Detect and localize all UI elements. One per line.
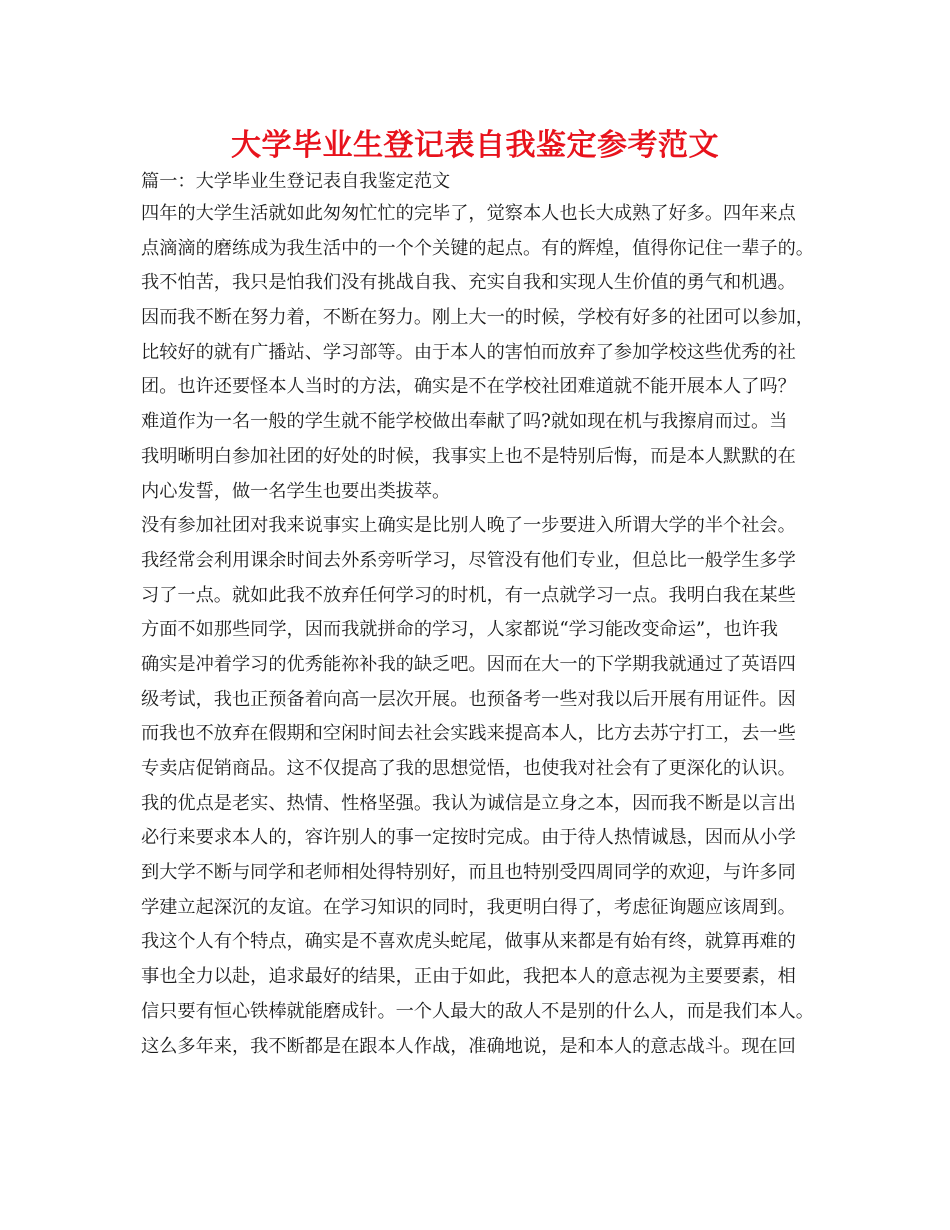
body-line: 这么多年来，我不断都是在跟本人作战，准确地说，是和本人的意志战斗。现在回 [141,1035,796,1057]
body-line: 难道作为一名一般的学生就不能学校做出奉献了吗?就如现在机与我擦肩而过。当 [141,411,788,433]
body-line: 内心发誓，做一名学生也要出类拔萃。 [141,480,451,502]
body-line: 专卖店促销商品。这不仅提高了我的思想觉悟，也使我对社会有了更深化的认识。 [141,758,796,779]
body-line: 信只要有恒心铁棒就能磨成针。一个人最大的敌人不是别的什么人，而是我们本人。 [141,1000,814,1022]
body-line: 学建立起深沉的友谊。在学习知识的同时，我更明白得了，考虑征询题应该周到。 [141,896,796,918]
body-line: 我不怕苦，我只是怕我们没有挑战自我、充实自我和实现人生价值的勇气和机遇。 [141,272,796,294]
document-title: 大学毕业生登记表自我鉴定参考范文 [231,128,719,163]
body-line: 事也全力以赴，追求最好的结果，正由于如此，我把本人的意志视为主要要素，相 [141,966,796,988]
body-line: 点滴滴的磨练成为我生活中的一个个关键的起点。有的辉煌，值得你记住一辈子的。 [141,237,814,259]
body-line: 没有参加社团对我来说事实上确实是比别人晚了一步要进入所谓大学的半个社会。 [141,515,796,537]
body-line: 我经常会利用课余时间去外系旁听学习，尽管没有他们专业，但总比一般学生多学 [141,549,796,571]
body-line: 而我也不放弃在假期和空闲时间去社会实践来提高本人，比方去苏宁打工，去一些 [141,723,796,745]
body-line: 我明晰明白参加社团的好处的时候，我事实上也不是特别后悔，而是本人默默的在 [141,445,796,467]
body-line: 我的优点是老实、热情、性格坚强。我认为诚信是立身之本，因而我不断是以言出 [141,792,796,814]
body-line: 团。也许还要怪本人当时的方法，确实是不在学校社团难道就不能开展本人了吗？ [141,376,796,398]
body-line: 四年的大学生活就如此匆匆忙忙的完毕了，觉察本人也长大成熟了好多。四年来点 [141,203,796,224]
section-heading: 篇一：大学毕业生登记表自我鉴定范文 [141,171,451,192]
body-line: 方面不如那些同学，因而我就拼命的学习，人家都说“学习能改变命运”，也许我 [141,619,778,641]
body-line: 比较好的就有广播站、学习部等。由于本人的害怕而放弃了参加学校这些优秀的社 [141,341,796,363]
body-line: 到大学不断与同学和老师相处得特别好，而且也特别受四周同学的欢迎，与许多同 [141,862,796,884]
document-body [141,171,826,1064]
body-line: 确实是冲着学习的优秀能祢补我的缺乏吧。因而在大一的下学期我就通过了英语四 [141,653,796,675]
body-line: 我这个人有个特点，确实是不喜欢虎头蛇尾，做事从来都是有始有终，就算再难的 [141,931,796,953]
body-line: 习了一点。就如此我不放弃任何学习的时机，有一点就学习一点。我明白我在某些 [141,584,796,606]
body-line: 因而我不断在努力着，不断在努力。刚上大一的时候，学校有好多的社团可以参加， [141,307,814,329]
body-line: 必行来要求本人的，容许别人的事一定按时完成。由于待人热情诚恳，因而从小学 [141,827,796,849]
body-line: 级考试，我也正预备着向高一层次开展。也预备考一些对我以后开展有用证件。因 [141,688,796,710]
